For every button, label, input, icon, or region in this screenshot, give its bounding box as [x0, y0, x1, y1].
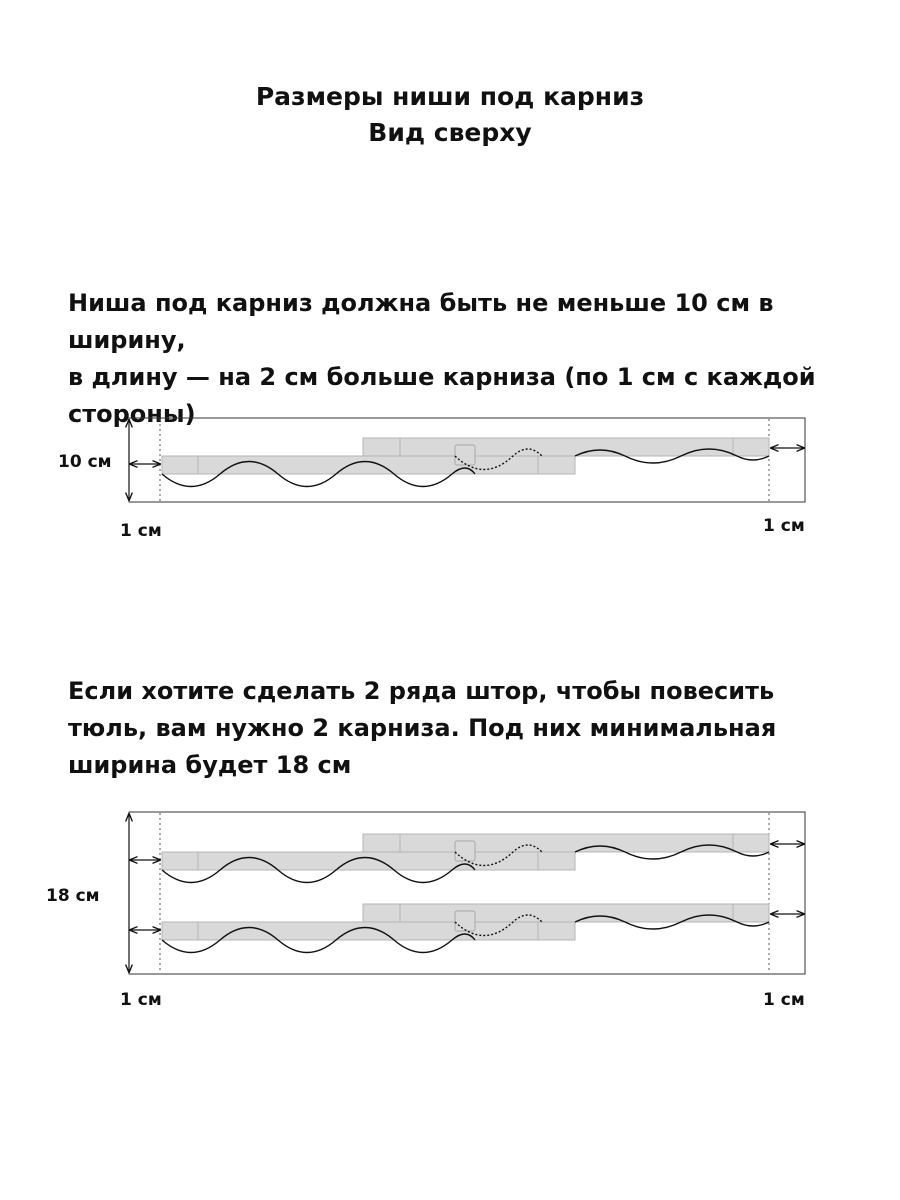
section2-left-gap-label: 1 см	[120, 990, 162, 1010]
single-rail-diagram	[129, 418, 805, 502]
section1-right-gap-label: 1 см	[763, 516, 805, 536]
section2-width-label: 18 см	[46, 886, 100, 906]
section1-text-line: стороны)	[68, 400, 196, 428]
section2-right-gap-label: 1 см	[763, 990, 805, 1010]
section2-text-line: ширина будет 18 см	[68, 751, 352, 779]
section1-text-line: в длину — на 2 см больше карниза (по 1 см с каждой	[68, 363, 816, 391]
section1-left-gap-label: 1 см	[120, 521, 162, 541]
page-subtitle: Вид сверху	[368, 118, 532, 147]
section1-width-label: 10 см	[58, 452, 112, 472]
section1-text-line: Ниша под карниз должна быть не меньше 10 см в ширину,	[68, 289, 774, 354]
page-title: Размеры ниши под карниз	[255, 82, 645, 111]
section2-text-line: тюль, вам нужно 2 карниза. Под них минимальная	[68, 714, 777, 742]
double-rail-diagram	[129, 812, 805, 974]
section2-text-line: Если хотите сделать 2 ряда штор, чтобы повесить	[68, 677, 775, 705]
